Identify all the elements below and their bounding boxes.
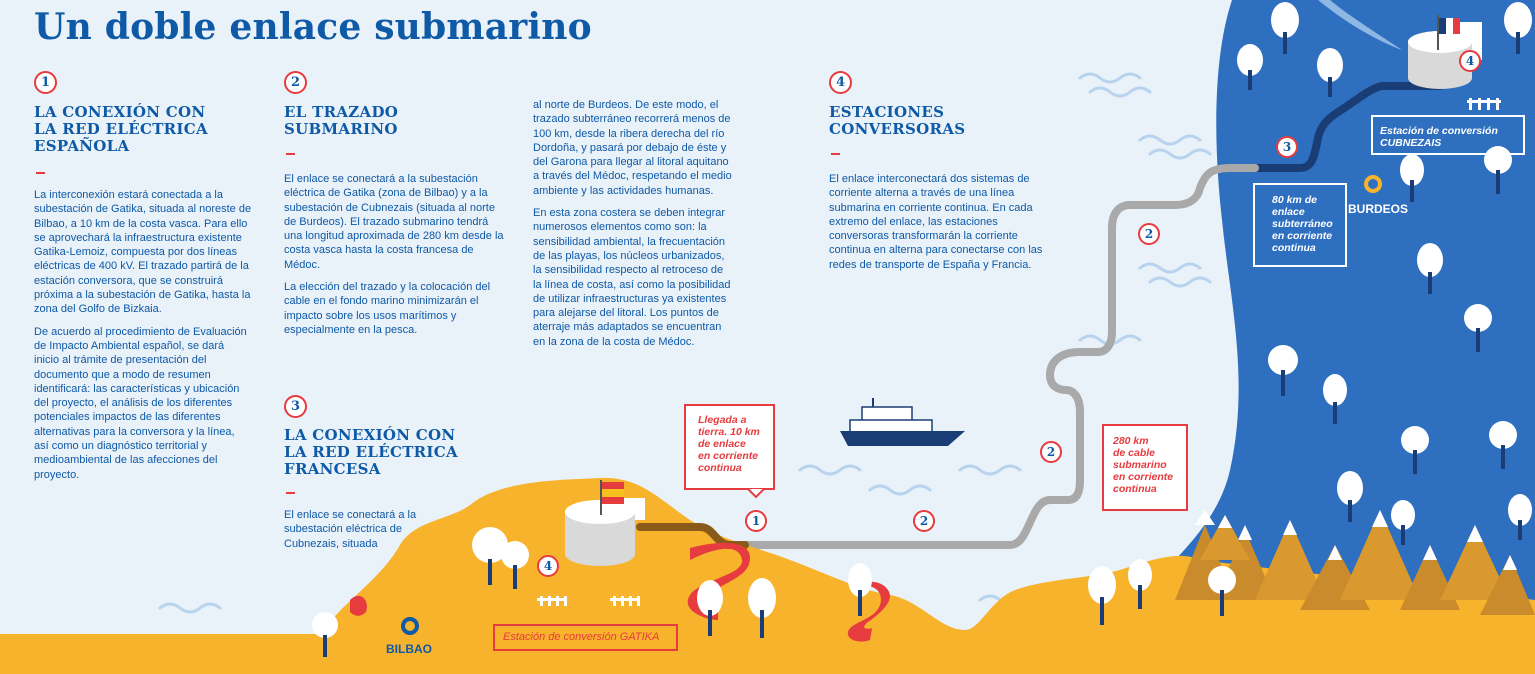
map-badge-4: 4: [1459, 50, 1481, 72]
callout-landing-line: Llegada a: [698, 414, 747, 426]
callout-landing-line: continua: [698, 462, 742, 474]
section-3-paragraph: El enlace se conectará a la subestación eléctrica de Cubnezais, situada: [284, 509, 417, 550]
section-2-paragraph: La elección del trazado y la colocación del cable en el fondo marino minimizarán el impacto sobre los usos marítimos y especialmente en la pesca.: [284, 281, 491, 336]
callout-underground-line: enlace: [1272, 206, 1305, 218]
section-4-body: [829, 172, 1044, 280]
section-3-continued-body: [533, 98, 733, 357]
section-1-heading-line: LA RED ELÉCTRICA: [34, 120, 208, 138]
section-3-number: 3: [284, 395, 307, 418]
section-1-heading-line: LA CONEXIÓN CON: [34, 103, 206, 121]
section-1-heading: [34, 104, 208, 155]
map-badge-2: 2: [913, 510, 935, 532]
city-label-burdeos: BURDEOS: [1348, 202, 1409, 216]
section-2-body: [284, 172, 506, 345]
section-2-number: 2: [284, 71, 307, 94]
callout-underground-line: continua: [1272, 242, 1316, 254]
section-1-paragraph: De acuerdo al procedimiento de Evaluación de Impacto Ambiental español, se dará inicio al trámite de presentación del documento que a modo de resumen identificará: las características y ubicación del proyecto, el análisis de los diferentes potenciales impactos de las diferentes alternativas para la conversora y la línea, así como un diagnóstico territorial y medioambiental de las afecciones del proyecto.: [34, 325, 247, 481]
map-badge-2: 2: [1138, 223, 1160, 245]
section-1-body: [34, 188, 252, 490]
section-2-heading-line: SUBMARINO: [284, 120, 398, 138]
callout-submarine-line: en corriente: [1113, 471, 1174, 483]
section-3-divider: [286, 492, 295, 494]
section-2-divider: [286, 153, 295, 155]
section-1-paragraph: La interconexión estará conectada a la subestación de Gatika, situada al noreste de Bilbao, a 10 km de la costa vasca. Para ello se aprovechará la infraestructura existente Gatika-Lemoiz, compuesta por dos líneas eléctricas de 400 kV. El trazado partirá de la estación conversora, que se construirá próxima a la subestación de Gatika, hasta la zona del Golfo de Bizkaia.: [34, 189, 252, 316]
section-3-heading: [284, 427, 458, 478]
callout-underground-line: en corriente: [1272, 230, 1333, 242]
map-badge-4: 4: [537, 555, 559, 577]
map-badge-1: 1: [745, 510, 767, 532]
callout-submarine-line: continua: [1113, 483, 1157, 495]
map-badge-3: 3: [1276, 136, 1298, 158]
section-4-heading: [829, 104, 965, 138]
section-1-divider: [36, 172, 45, 174]
station-label-cubnezais: [1380, 125, 1498, 149]
station-label-cubnezais-line: CUBNEZAIS: [1380, 137, 1442, 149]
callout-submarine: [1113, 435, 1183, 495]
callout-submarine-line: submarino: [1113, 459, 1167, 471]
section-4-heading-line: ESTACIONES: [829, 103, 945, 121]
callout-submarine-line: 280 km: [1113, 435, 1149, 447]
section-2-paragraph: El enlace se conectará a la subestación eléctrica de Gatika (zona de Bilbao) y a la subestación de Cubnezais (situada al norte de Burdeos). El trazado submarino tendrá una longitud aproximada de 280 km desde la costa vasca hasta la costa francesa de Médoc.: [284, 173, 504, 271]
callout-landing: [698, 414, 770, 474]
section-3-continued-paragraph: al norte de Burdeos. De este modo, el trazado subterráneo recorrerá menos de 100 km, desde la ribera derecha del río Dordoña, y pasará por debajo de éste y del Garona para llegar al litoral aquitano a través del Médoc, respetando el medio ambiente y las actividades humanas.: [533, 99, 732, 197]
section-4-heading-line: CONVERSORAS: [829, 120, 966, 138]
section-3-continued-paragraph: En esta zona costera se deben integrar numerosos elementos como son: la sensibilidad ambiental, la frecuentación de las playas, los núcleos urbanizados, la sensibilidad respecto al retroceso de la línea de costa, así como la posibilidad de utilizar infraestructuras ya existentes para alejarse del litoral. Los puntos de aterraje más adaptados se encuentran en la zona de la costa de Médoc.: [533, 207, 731, 348]
section-4-paragraph: El enlace interconectará dos sistemas de corriente alterna a través de una línea submarina en corriente continua. En cada extremo del enlace, las estaciones conversoras transformarán la corriente continua en alterna para conectarse con las redes de transporte de España y Francia.: [829, 173, 1043, 271]
map-badge-2: 2: [1040, 441, 1062, 463]
section-3-heading-line: LA CONEXIÓN CON: [284, 426, 456, 444]
section-4-divider: [831, 153, 840, 155]
callout-submarine-line: de cable: [1113, 447, 1156, 459]
callout-underground: [1272, 194, 1342, 254]
section-4-number: 4: [829, 71, 852, 94]
station-label-gatika: Estación de conversión GATIKA: [503, 631, 660, 643]
section-3-heading-line: LA RED ELÉCTRICA: [284, 443, 458, 461]
section-1-heading-line: ESPAÑOLA: [34, 137, 130, 155]
city-label-bilbao: BILBAO: [386, 642, 432, 656]
station-label-cubnezais-line: Estación de conversión: [1380, 125, 1498, 137]
callout-landing-line: tierra. 10 km: [698, 426, 760, 438]
callout-underground-line: subterráneo: [1272, 218, 1333, 230]
callout-landing-line: de enlace: [698, 438, 746, 450]
callout-underground-line: 80 km de: [1272, 194, 1317, 206]
section-2-heading: [284, 104, 398, 138]
section-3-body: [284, 508, 424, 559]
section-1-number: 1: [34, 71, 57, 94]
callout-landing-line: en corriente: [698, 450, 759, 462]
section-3-heading-line: FRANCESA: [284, 460, 381, 478]
page-title: Un doble enlace submarino: [34, 6, 592, 48]
ship: [840, 398, 965, 446]
section-2-heading-line: EL TRAZADO: [284, 103, 399, 121]
